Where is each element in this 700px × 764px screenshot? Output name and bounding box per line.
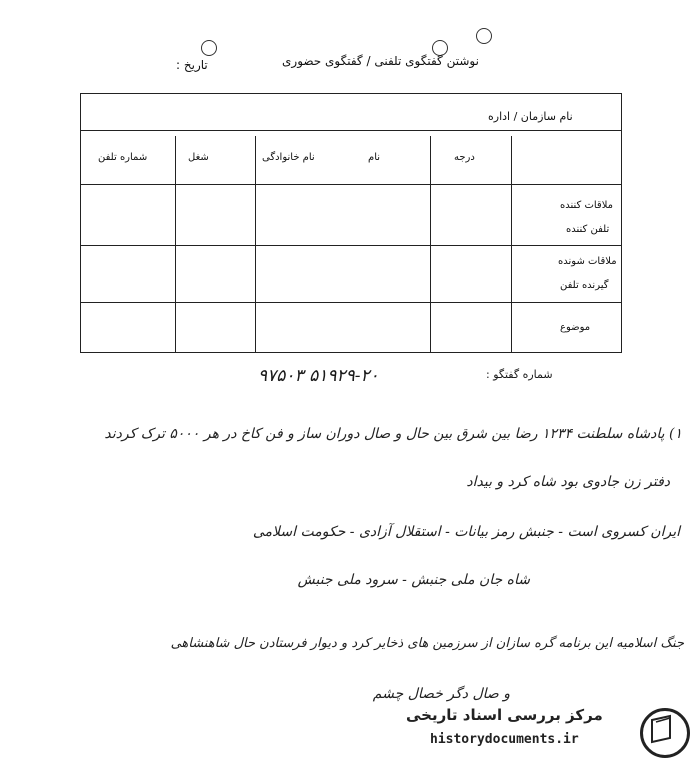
body-line-3: ایران کسروی است - جنبش رمز بیانات - استقلال آزادی - حکومت اسلامی bbox=[252, 524, 680, 540]
table-column-divider bbox=[511, 136, 512, 353]
conversation-number-label: شماره گفتگو : bbox=[486, 368, 553, 381]
phone-number: ۵۱۹۲۹-۲۰ ۹۷۵۰۳ bbox=[258, 366, 379, 386]
table-divider bbox=[80, 302, 622, 303]
body-line-2: دفتر زن جادوی بود شاه کرد و بیداد bbox=[466, 474, 670, 490]
body-line-6: و صال دگر خصال چشم bbox=[372, 686, 510, 702]
table-column-divider bbox=[255, 136, 256, 353]
row-visitor: ملاقات کننده bbox=[560, 200, 614, 211]
column-rank: درجه bbox=[454, 152, 475, 163]
column-job: شغل bbox=[188, 152, 209, 163]
body-line-1: ۱) پادشاه سلطنت ۱۲۳۴ رضا بین شرق بین حال و صال دوران ساز و فن کاخ در هر ۵۰۰۰ ترک کردند bbox=[104, 426, 682, 442]
row-subject: موضوع bbox=[560, 322, 591, 333]
date-label: تاریخ : bbox=[176, 58, 208, 72]
body-line-5: جنگ اسلامیه این برنامه گره سازان از سرزمین های ذخایر کرد و دیوار فرستادن حال شاهنشاهی bbox=[170, 636, 684, 651]
row-visited: ملاقات شونده bbox=[558, 256, 617, 267]
punch-hole bbox=[201, 40, 217, 56]
watermark-logo-icon bbox=[640, 708, 690, 758]
watermark-name: مرکز بررسی اسناد تاریخی bbox=[406, 706, 603, 724]
table-column-divider bbox=[175, 136, 176, 353]
body-line-4: شاه جان ملی جنبش - سرود ملی جنبش bbox=[297, 572, 530, 588]
row-call-receiver: گیرنده تلفن bbox=[560, 280, 609, 291]
row-caller: تلفن کننده bbox=[566, 224, 610, 235]
table-divider bbox=[80, 245, 622, 246]
table-column-divider bbox=[430, 136, 431, 353]
form-type-title: نوشتن گفتگوی تلفنی / گفتگوی حضوری bbox=[282, 54, 479, 68]
org-label: نام سازمان / اداره bbox=[488, 110, 573, 123]
column-family-name: نام خانوادگی bbox=[262, 152, 315, 163]
punch-hole bbox=[476, 28, 492, 44]
column-name: نام bbox=[368, 152, 381, 163]
table-divider bbox=[80, 130, 622, 131]
column-phone-number: شماره تلفن bbox=[98, 152, 148, 163]
form-table bbox=[80, 93, 622, 353]
table-divider bbox=[80, 184, 622, 185]
watermark-site: historydocuments.ir bbox=[430, 732, 579, 747]
